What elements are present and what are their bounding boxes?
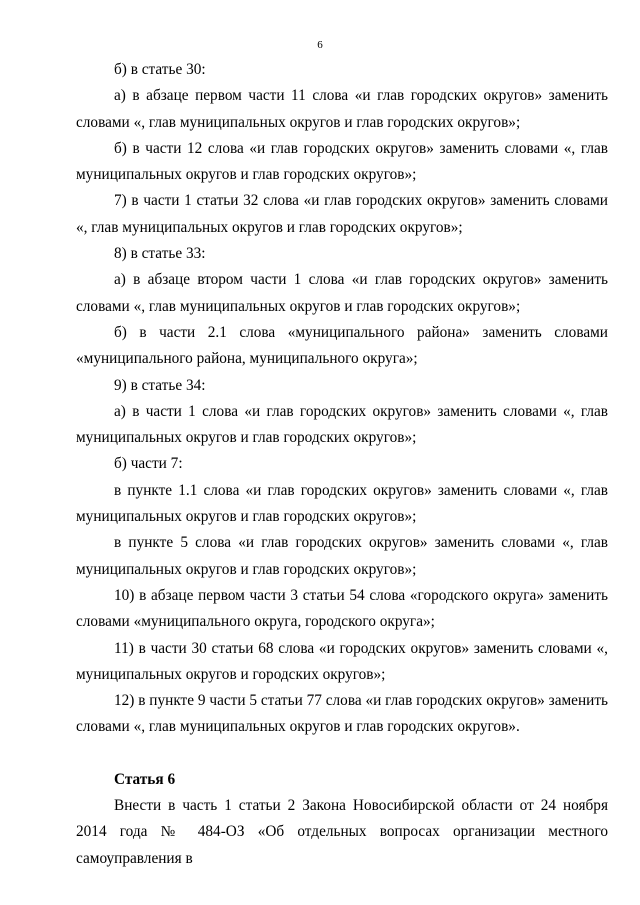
paragraph: б) в части 2.1 слова «муниципального района» заменить словами «муниципального района, муниципального округа»; [76,323,608,368]
paragraph: в пункте 5 слова «и глав городских округов» заменить словами «, глав муниципальных округов и глав городских округов»; [76,534,608,578]
paragraph: а) в части 1 слова «и глав городских округов» заменить словами «, глав муниципальных округов и глав городских округов»; [76,402,608,447]
document-body [76,57,608,872]
paragraph: б) в части 12 слова «и глав городских округов» заменить словами «, глав муниципальных округов и глав городских округов»; [76,139,608,184]
paragraph: 10) в абзаце первом части 3 статьи 54 слова «городского округа» заменить словами «муниципального округа, городского округа»; [76,586,608,631]
paragraph: б) части 7: [114,455,183,473]
article-heading: Статья 6 [114,770,176,788]
paragraph: 9) в статье 34: [114,376,206,394]
section-spacer [76,741,608,767]
paragraph: б) в статье 30: [114,61,206,78]
paragraph: 11) в части 30 статьи 68 слова «и городских округов» заменить словами «, муниципальных округов и городских округов»; [76,639,608,683]
paragraph: в пункте 1.1 слова «и глав городских округов» заменить словами «, глав муниципальных округов и глав городских округов»; [76,481,608,526]
page-number: 6 [317,39,323,51]
paragraph: 8) в статье 33: [114,245,206,263]
paragraph: а) в абзаце первом части 11 слова «и глав городских округов» заменить словами «, глав муниципальных округов и глав городских округов»; [76,87,608,131]
article-text: Внести в часть 1 статьи 2 Закона Новосибирской области от 24 ноября 2014 года № 484-ОЗ «Об отдельных вопросах организации местного самоуправления в [76,797,608,867]
paragraph: 7) в части 1 статьи 32 слова «и глав городских округов» заменить словами «, глав муниципальных округов и глав городских округов»; [76,192,608,236]
paragraph: а) в абзаце втором части 1 слова «и глав городских округов» заменить словами «, глав муниципальных округов и глав городских округов»; [76,271,608,315]
paragraph: 12) в пункте 9 части 5 статьи 77 слова «и глав городских округов» заменить словами «, глав муниципальных округов и глав городских округов». [76,692,608,736]
